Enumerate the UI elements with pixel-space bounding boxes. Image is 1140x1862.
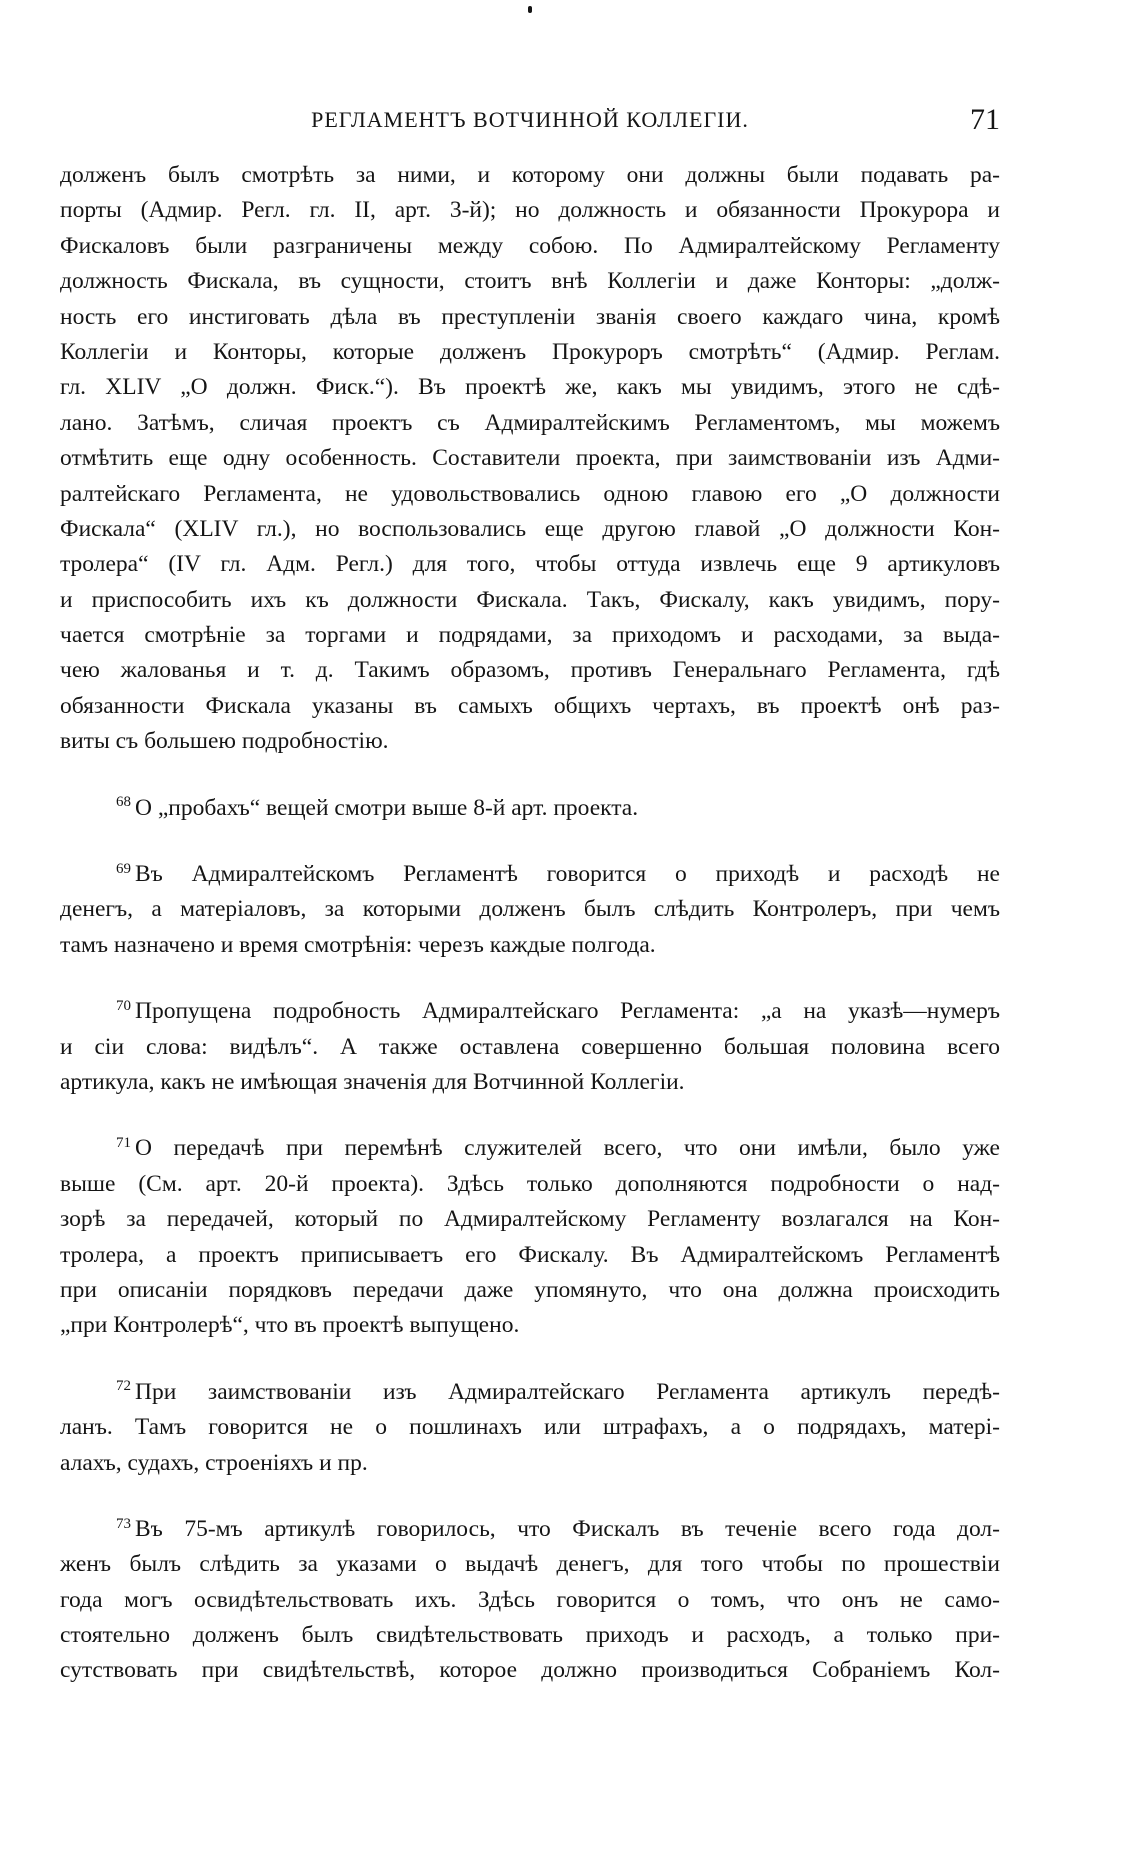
footnote-text: Въ 75-мъ артикулѣ говорилось, что Фискалъ въ теченіе всего года дол-	[135, 1515, 1000, 1542]
text-line: чается смотрѣніе за торгами и подрядами, за приходомъ и расходами, за выда-	[60, 622, 1000, 649]
text-line: отмѣтить еще одну особенность. Составители проекта, при заимствованіи изъ Адми-	[60, 445, 1000, 472]
text-line: денегъ, а матеріаловъ, за которыми долженъ былъ слѣдить Контролеръ, при чемъ	[60, 896, 1000, 923]
footnote-marker: 71	[116, 1135, 131, 1152]
text-line: года могъ освидѣтельствовать ихъ. Здѣсь говорится о томъ, что онъ не само-	[60, 1586, 1000, 1613]
text-line: зорѣ за передачей, который по Адмиралтейскому Регламенту возлагался на Кон-	[60, 1206, 1000, 1233]
page-number: 71	[970, 103, 1000, 136]
text-line: и сіи слова: видѣлъ“. А также оставлена совершенно большая половина всего	[60, 1033, 1000, 1060]
text-line: должность Фискала, въ сущности, стоитъ внѣ Коллегіи и даже Конторы: „долж-	[60, 268, 1000, 295]
footnote-marker: 72	[116, 1378, 131, 1395]
text-line: алахъ, судахъ, строеніяхъ и пр.	[60, 1449, 368, 1476]
text-line	[60, 1131, 1000, 1166]
text-line: женъ былъ слѣдить за указами о выдачѣ денегъ, для того чтобы по прошествіи	[60, 1551, 1000, 1578]
text-line: и приспособить ихъ къ должности Фискала. Такъ, Фискалу, какъ увидимъ, пору-	[60, 586, 1000, 613]
text-line: выше (См. арт. 20-й проекта). Здѣсь только дополняются подробности о над-	[60, 1170, 1000, 1197]
text-line: тролера, а проектъ приписываетъ его Фискалу. Въ Адмиралтейскомъ Регламентѣ	[60, 1241, 1000, 1268]
footnote-marker: 68	[116, 794, 131, 811]
footnote-71	[60, 1131, 1000, 1343]
footnote-72	[60, 1375, 1000, 1481]
footnote-68	[60, 791, 1000, 826]
page-header	[60, 100, 1000, 140]
text-line: долженъ былъ смотрѣть за ними, и которому они должны были подавать ра-	[60, 162, 1000, 188]
text-line	[60, 1375, 1000, 1410]
text-line: ность его инстиговать дѣла въ преступленіи званія своего каждаго чина, кромѣ	[60, 303, 1000, 330]
text-line: чею жалованья и т. д. Такимъ образомъ, противъ Генеральнаго Регламента, гдѣ	[60, 657, 1000, 684]
text-line: Фискала“ (XLIV гл.), но воспользовались еще другою главой „О должности Кон-	[60, 515, 1000, 542]
footnote-text: О передачѣ при перемѣнѣ служителей всего, что они имѣли, было уже	[135, 1135, 1000, 1162]
footnote-70	[60, 994, 1000, 1100]
text-line	[60, 857, 1000, 892]
footnote-marker: 69	[116, 860, 131, 877]
page-body	[60, 158, 1000, 1689]
text-line: Фискаловъ были разграничены между собою. По Адмиралтейскому Регламенту	[60, 232, 1000, 259]
ink-speck	[528, 6, 532, 13]
text-line: виты съ большею подробностію.	[60, 728, 389, 755]
footnote-text: Въ Адмиралтейскомъ Регламентѣ говорится о приходѣ и расходѣ не	[135, 861, 1000, 888]
text-line	[60, 1512, 1000, 1547]
continued-paragraph	[60, 158, 1000, 760]
footnote-69	[60, 857, 1000, 963]
footnote-marker: 73	[116, 1515, 131, 1532]
text-line: „при Контролерѣ“, что въ проектѣ выпущено.	[60, 1312, 520, 1339]
text-line: обязанности Фискала указаны въ самыхъ общихъ чертахъ, въ проектѣ онѣ раз-	[60, 692, 1000, 719]
text-line: тролера“ (IV гл. Адм. Регл.) для того, чтобы оттуда извлечь еще 9 артикуловъ	[60, 551, 1000, 578]
text-line: стоятельно долженъ былъ свидѣтельствовать приходъ и расходъ, а только при-	[60, 1622, 1000, 1649]
footnote-text: О „пробахъ“ вещей смотри выше 8-й арт. проекта.	[135, 794, 639, 821]
text-line: Коллегіи и Конторы, которые долженъ Прокуроръ смотрѣть“ (Адмир. Реглам.	[60, 338, 1000, 365]
footnote-text: При заимствованіи изъ Адмиралтейскаго Регламента артикулъ передѣ-	[135, 1378, 1000, 1405]
text-line: артикула, какъ не имѣющая значенія для Вотчинной Коллегіи.	[60, 1068, 685, 1095]
text-line: ралтейскаго Регламента, не удовольствовались одною главою его „О должности	[60, 480, 1000, 507]
text-line: порты (Адмир. Регл. гл. II, арт. 3-й); но должность и обязанности Прокурора и	[60, 197, 1000, 224]
text-line: гл. XLIV „О должн. Фиск.“). Въ проектѣ же, какъ мы увидимъ, этого не сдѣ-	[60, 374, 1000, 401]
text-line: ланъ. Тамъ говорится не о пошлинахъ или штрафахъ, а о подрядахъ, матері-	[60, 1414, 1000, 1441]
running-title: РЕГЛАМЕНТЪ ВОТЧИННОЙ КОЛЛЕГІИ.	[311, 107, 749, 132]
text-line: тамъ назначено и время смотрѣнія: черезъ каждые полгода.	[60, 931, 656, 958]
text-line: сутствовать при свидѣтельствѣ, которое должно производиться Собраніемъ Кол-	[60, 1657, 1000, 1684]
text-line: при описаніи порядковъ передачи даже упомянуто, что она должна происходить	[60, 1276, 1000, 1303]
footnote-73	[60, 1512, 1000, 1689]
text-line: лано. Затѣмъ, сличая проектъ съ Адмиралтейскимъ Регламентомъ, мы можемъ	[60, 409, 1000, 436]
text-line	[60, 791, 1000, 826]
footnote-text: Пропущена подробность Адмиралтейскаго Регламента: „а на указѣ—нумеръ	[135, 998, 1000, 1025]
text-line	[60, 994, 1000, 1029]
footnote-marker: 70	[116, 997, 131, 1014]
